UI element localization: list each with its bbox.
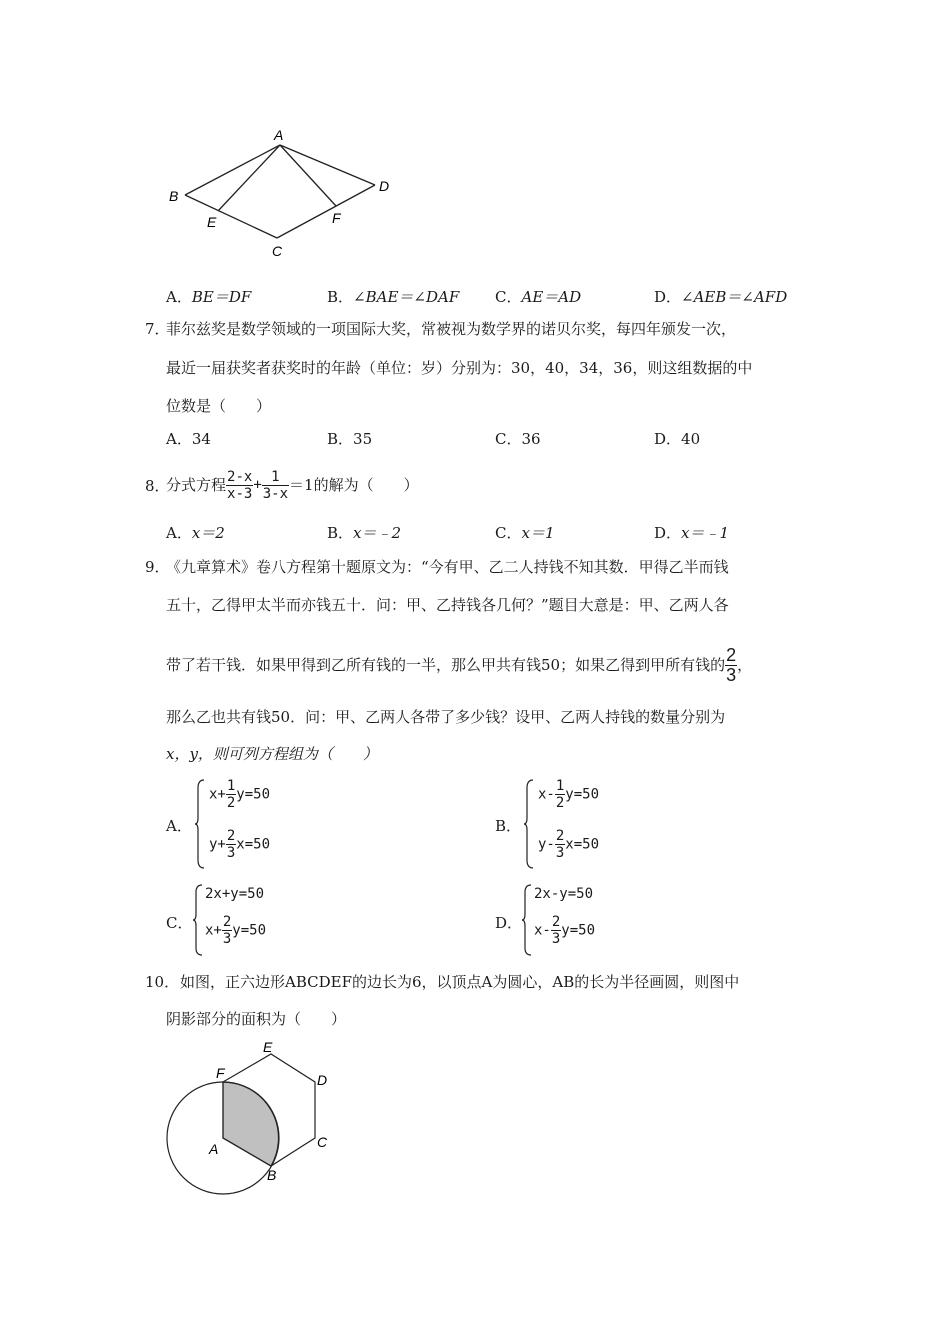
label-B: B: [267, 1167, 277, 1183]
q6-option-b: [327, 286, 459, 307]
edge-CD: [277, 185, 375, 238]
fraction-numerator: 2: [551, 914, 561, 930]
option-text: AE＝AD: [521, 288, 582, 306]
fraction-denominator: 3-x: [262, 485, 289, 502]
q7-option-d: [654, 428, 700, 449]
option-text: x＝1: [521, 524, 555, 542]
fraction-denominator: x-3: [227, 485, 253, 502]
option-text: ∠AEB＝∠AFD: [681, 288, 788, 306]
option-letter: A．: [166, 430, 192, 448]
fraction-numerator: 1: [555, 778, 565, 794]
label-F: F: [332, 210, 341, 226]
eq-part: y=50: [232, 922, 267, 939]
fraction-numerator: 2-x: [227, 468, 253, 485]
option-text: 34: [191, 430, 211, 448]
eq-part: y-: [538, 836, 555, 853]
eq-fraction: [226, 828, 236, 861]
fraction-denominator: 3: [551, 931, 561, 947]
option-text: 36: [521, 430, 541, 448]
fraction-numerator: 1: [226, 778, 236, 794]
q9-option-a-eq-2: [209, 828, 270, 861]
eq-part: y=50: [561, 922, 596, 939]
eq-fraction: [555, 828, 565, 861]
option-text: x＝2: [191, 524, 225, 542]
q8-option-a: [166, 522, 225, 543]
eq-part: y+: [209, 836, 226, 853]
eq-fraction: [555, 778, 565, 811]
q10-number: 10．: [145, 973, 180, 991]
q9-line-1: 《九章算术》卷八方程第十题原文为：“今有甲、乙二人持钱不知其数．甲得乙半而钱: [166, 558, 729, 576]
q8-option-d: [654, 522, 729, 543]
q9-line-3-end: ，: [737, 656, 753, 674]
label-A: A: [209, 1141, 219, 1157]
q9-fraction: [725, 646, 737, 685]
fraction-denominator: 2: [226, 795, 236, 811]
label-C: C: [317, 1134, 328, 1150]
q8-suffix: ＝1的解为（ ）: [289, 476, 419, 494]
shaded-region: [223, 1082, 279, 1166]
option-letter: A．: [166, 524, 192, 542]
q8-number: 8．: [145, 477, 170, 495]
q7-number: 7．: [145, 320, 170, 338]
segment-AE: [218, 145, 280, 211]
option-letter: B．: [327, 430, 354, 448]
eq-part: x+: [209, 786, 226, 803]
label-E: E: [263, 1039, 273, 1055]
eq-fraction: [222, 914, 232, 947]
fraction-numerator: 2: [222, 914, 232, 930]
edge-AD: [280, 145, 375, 185]
edge-BC: [185, 195, 277, 238]
eq-part: y=50: [236, 786, 271, 803]
option-text: x＝﹣1: [681, 524, 730, 542]
fraction-denominator: 2: [555, 795, 565, 811]
option-letter: D．: [654, 430, 682, 448]
eq-part: x+: [205, 922, 222, 939]
q7-option-b: [327, 428, 372, 449]
q6-option-c: [495, 286, 581, 307]
option-text: x＝﹣2: [353, 524, 402, 542]
label-E: E: [207, 214, 217, 230]
fraction-denominator: 3: [726, 664, 737, 685]
option-letter: D．: [654, 524, 682, 542]
q9-option-c-eq-1: 2x+y=50: [205, 886, 265, 902]
label-B: B: [169, 188, 179, 204]
q6-option-a: [166, 286, 251, 307]
eq-part: x=50: [565, 836, 600, 853]
q7-option-c: [495, 428, 541, 449]
q9-option-a-eq-1: [209, 778, 270, 811]
q8-option-b: [327, 522, 401, 543]
q10-line-2: 阴影部分的面积为（ ）: [166, 1010, 347, 1028]
q7-line-3: 位数是（ ）: [166, 397, 272, 415]
q8-option-c: [495, 522, 555, 543]
q6-option-d: [654, 286, 787, 307]
q8-fraction-1: [226, 469, 253, 502]
q7-line-2: 最近一届获奖者获奖时的年龄（单位：岁）分别为：30，40，34，36，则这组数据的中: [166, 359, 753, 377]
fraction-numerator: 2: [555, 828, 565, 844]
q9-line-3: [166, 644, 752, 685]
eq-fraction: [551, 914, 561, 947]
option-text: 40: [681, 430, 701, 448]
q9-option-d-letter: D．: [495, 914, 523, 932]
q7-option-a: [166, 428, 211, 449]
fraction-numerator: 1: [262, 469, 289, 486]
brace-icon: [192, 883, 204, 957]
q9-option-d-eq-2: [534, 914, 595, 947]
q9-line-3-text: 带了若干钱．如果甲得到乙所有钱的一半，那么甲共有钱50；如果乙得到甲所有钱的: [166, 656, 726, 674]
option-letter: D．: [654, 288, 682, 306]
label-A: A: [274, 127, 284, 143]
fraction-denominator: 3: [222, 931, 232, 947]
eq-part: x-: [538, 786, 555, 803]
q9-option-d-eq-1: 2x-y=50: [534, 886, 594, 902]
eq-fraction: [226, 778, 236, 811]
edge-AB: [185, 145, 280, 195]
brace-icon: [521, 883, 533, 957]
eq-part: x=50: [236, 836, 271, 853]
q9-option-b-eq-2: [538, 828, 599, 861]
hexagon-figure: [160, 1035, 360, 1205]
q9-option-b-letter: B．: [495, 817, 522, 835]
q9-line-5: x，y，则可列方程组为（ ）: [166, 745, 378, 763]
option-letter: B．: [327, 288, 354, 306]
q9-option-b-eq-1: [538, 778, 599, 811]
fraction-denominator: 3: [226, 845, 236, 861]
q8-fraction-2: [262, 469, 289, 502]
label-D: D: [317, 1072, 328, 1088]
option-letter: B．: [327, 524, 354, 542]
q9-option-a-letter: A．: [166, 817, 192, 835]
q9-line-4: 那么乙也共有钱50．问：甲、乙两人各带了多少钱？设甲、乙两人持钱的数量分别为: [166, 708, 726, 726]
label-D: D: [379, 178, 390, 194]
brace-icon: [194, 778, 206, 870]
option-letter: A．: [166, 288, 192, 306]
q8-plus: +: [253, 477, 262, 493]
rhombus-figure: [160, 120, 400, 260]
option-letter: C．: [495, 524, 522, 542]
q8-prefix: 分式方程: [166, 476, 227, 494]
eq-part: x-: [534, 922, 551, 939]
option-letter: C．: [495, 430, 522, 448]
segment-AF: [280, 145, 336, 206]
label-C: C: [272, 243, 283, 259]
q9-number: 9．: [145, 558, 170, 576]
fraction-denominator: 3: [555, 845, 565, 861]
q9-option-c-letter: C．: [166, 914, 193, 932]
q9-option-c-eq-2: [205, 914, 266, 947]
option-text: 35: [353, 430, 373, 448]
q9-line-2: 五十，乙得甲太半而亦钱五十．问：甲、乙持钱各几何？”题目大意是：甲、乙两人各: [166, 596, 729, 614]
q10-line-1: 如图，正六边形ABCDEF的边长为6，以顶点A为圆心，AB的长为半径画圆，则图中: [180, 973, 740, 991]
fraction-numerator: 2: [226, 828, 236, 844]
brace-icon: [523, 778, 535, 870]
option-text: BE＝DF: [191, 288, 252, 306]
q7-line-1: 菲尔兹奖是数学领域的一项国际大奖，常被视为数学界的诺贝尔奖，每四年颁发一次，: [166, 320, 737, 338]
fraction-numerator: 2: [726, 644, 737, 665]
eq-part: y=50: [565, 786, 600, 803]
label-F: F: [216, 1065, 225, 1081]
q8-stem: [166, 466, 419, 503]
option-text: ∠BAE＝∠DAF: [353, 288, 460, 306]
option-letter: C．: [495, 288, 522, 306]
